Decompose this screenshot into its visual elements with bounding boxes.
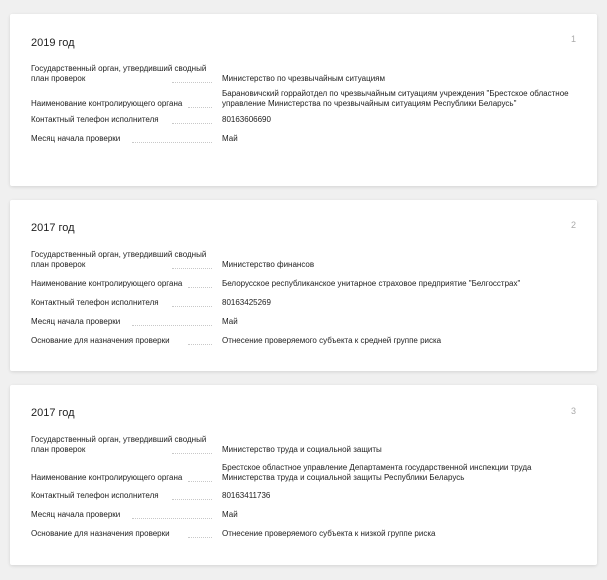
card-index: 2: [570, 220, 576, 230]
field-row-start-month: [31, 510, 577, 520]
card-fields: [31, 250, 577, 346]
field-row-start-month: [31, 317, 577, 327]
field-row-controlling-body: [31, 279, 577, 289]
field-row-phone: [31, 115, 577, 125]
field-label: Наименование контролирующего органа: [31, 473, 212, 483]
field-label: Контактный телефон исполнителя: [31, 115, 212, 125]
field-value: Отнесение проверяемого субъекта к низкой группе риска: [222, 529, 436, 538]
field-value: Министерство финансов: [222, 260, 315, 269]
card-fields: [31, 435, 577, 539]
field-row-phone: [31, 298, 577, 308]
field-value: 80163606690: [222, 115, 271, 124]
field-value: 80163425269: [222, 298, 271, 307]
inspection-card: [10, 385, 597, 565]
field-label: Государственный орган, утвердивший сводный план проверок: [31, 64, 212, 84]
field-row-reason: [31, 529, 577, 539]
field-row-controlling-body: [31, 463, 577, 483]
field-label: Наименование контролирующего органа: [31, 99, 212, 109]
field-label: Месяц начала проверки: [31, 134, 212, 144]
field-row-approving-body: [31, 250, 577, 270]
inspection-card: [10, 14, 597, 186]
field-label: Месяц начала проверки: [31, 510, 212, 520]
field-value: Май: [222, 134, 238, 143]
field-label: Государственный орган, утвердивший сводный план проверок: [31, 250, 212, 270]
field-value: Май: [222, 510, 238, 519]
field-row-approving-body: [31, 435, 577, 455]
field-value: 80163411736: [222, 491, 271, 500]
field-value: Барановичский горрайотдел по чрезвычайным ситуациям учреждения "Брестское областное управление Министерства по чрезвычайным ситуациям Республики Беларусь": [222, 89, 569, 108]
field-label: Основание для назначения проверки: [31, 529, 212, 539]
field-label: Месяц начала проверки: [31, 317, 212, 327]
card-year: 2017 год: [31, 222, 75, 234]
field-row-start-month: [31, 134, 577, 144]
card-index: 1: [570, 34, 576, 44]
field-value: Май: [222, 317, 238, 326]
field-value: Белорусское республиканское унитарное страховое предприятие "Белгосстрах": [222, 279, 521, 288]
field-label: Наименование контролирующего органа: [31, 279, 212, 289]
card-fields: [31, 64, 577, 144]
field-value: Министерство труда и социальной защиты: [222, 445, 382, 454]
card-year: 2019 год: [31, 37, 75, 49]
field-value: Отнесение проверяемого субъекта к средней группе риска: [222, 336, 442, 345]
field-value: Брестское областное управление Департамента государственной инспекции труда Министерства труда и социальной защиты Республики Беларусь: [222, 463, 532, 482]
card-index: 3: [570, 406, 576, 416]
field-label: Контактный телефон исполнителя: [31, 298, 212, 308]
field-row-reason: [31, 336, 577, 346]
field-label: Основание для назначения проверки: [31, 336, 212, 346]
field-value: Министерство по чрезвычайным ситуациям: [222, 74, 385, 83]
field-row-phone: [31, 491, 577, 501]
inspection-card: [10, 200, 597, 371]
field-label: Государственный орган, утвердивший сводный план проверок: [31, 435, 212, 455]
card-year: 2017 год: [31, 407, 75, 419]
field-row-approving-body: [31, 64, 577, 84]
field-label: Контактный телефон исполнителя: [31, 491, 212, 501]
field-row-controlling-body: [31, 89, 577, 109]
